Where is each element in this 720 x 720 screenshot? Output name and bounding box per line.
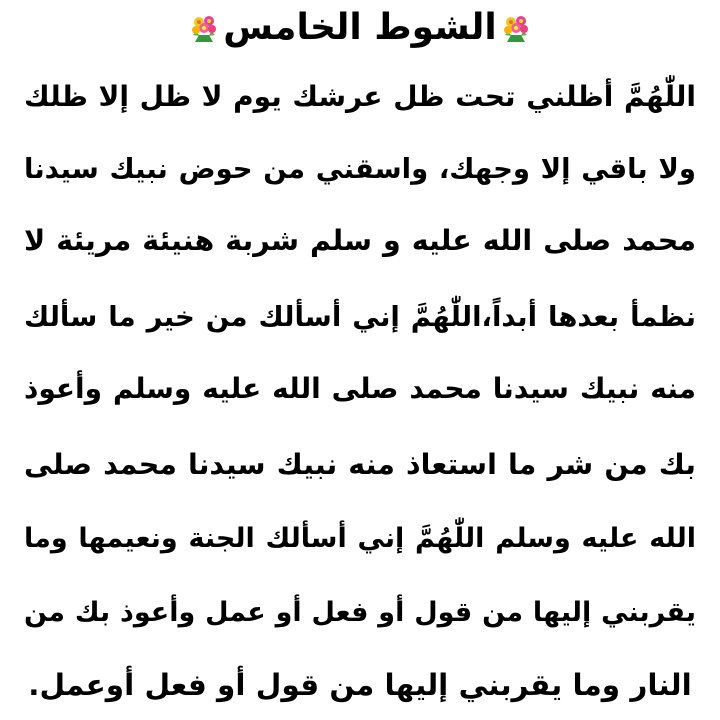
text-line: بك من شر ما استعاذ منه نبيك سيدنا محمد صلى bbox=[24, 448, 696, 481]
text-line: ولا باقي إلا وجهك، واسقني من حوض نبيك سيدنا bbox=[24, 153, 696, 185]
text-line: محمد صلى الله عليه و سلم شربة هنيئة مريئة لا bbox=[24, 224, 696, 257]
text-line: منه نبيك سيدنا محمد صلى الله عليه وسلم وأعوذ bbox=[24, 372, 696, 405]
text-line: الله عليه وسلم اللّٰهُمَّ إني أسألك الجنة ونعيمها وما bbox=[24, 523, 696, 554]
title-row bbox=[0, 2, 720, 54]
text-line: يقربني إليها من قول أو فعل أو عمل وأعوذ بك من bbox=[24, 597, 696, 628]
flower-bouquet-icon bbox=[501, 13, 531, 43]
flower-bouquet-icon bbox=[189, 13, 219, 43]
page-title: الشوط الخامس bbox=[223, 7, 497, 48]
text-line: النار وما يقربني إليها من قول أو فعل أوعمل. bbox=[28, 668, 692, 702]
text-line: اللّٰهُمَّ أظلني تحت ظل عرشك يوم لا ظل إلا ظلك bbox=[24, 80, 696, 113]
text-line: نظمأ بعدها أبداً،اللّٰهُمَّ إني أسألك من خير ما سألك bbox=[24, 301, 696, 333]
